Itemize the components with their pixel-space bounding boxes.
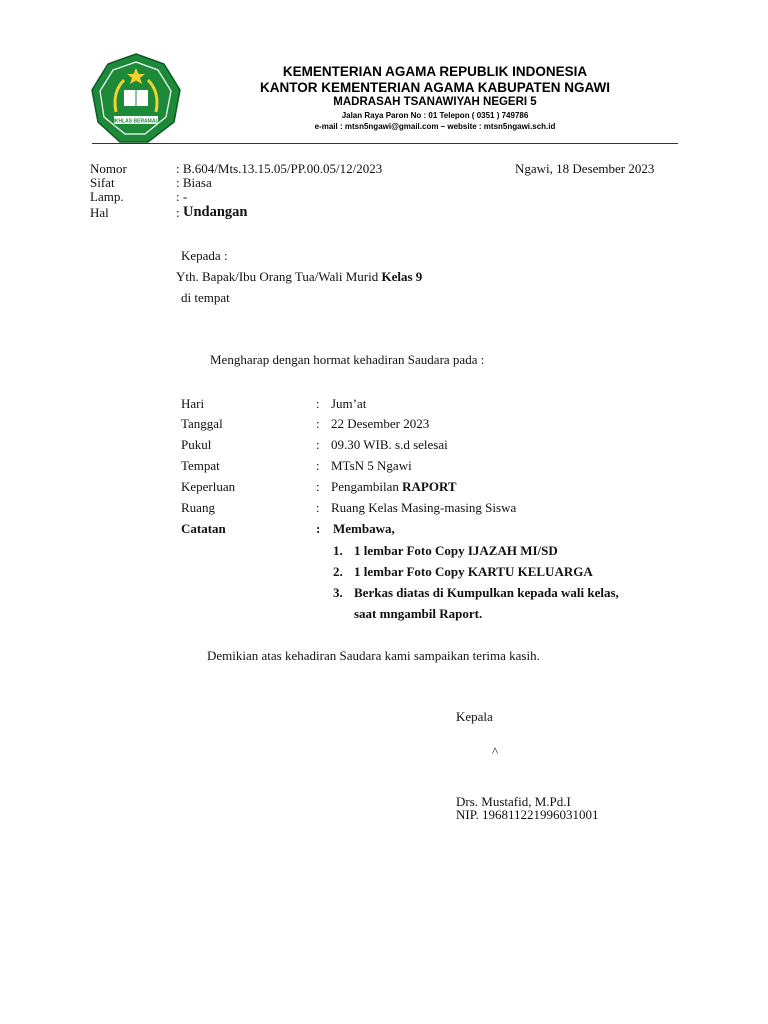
signatory-nip: NIP. 196811221996031001 — [456, 807, 599, 822]
item-number: 2. — [333, 564, 343, 579]
pukul-colon: : — [316, 437, 320, 452]
letterhead-ministry: KEMENTERIAN AGAMA REPUBLIK INDONESIA — [282, 64, 588, 79]
letterhead-office: KANTOR KEMENTERIAN AGAMA KABUPATEN NGAWI — [260, 80, 610, 95]
letterhead-contact: e-mail : mtsn5ngawi@gmail.com – website : mtsn5ngawi.sch.id — [314, 122, 556, 131]
closing-text: Demikian atas kehadiran Saudara kami sampaikan terima kasih. — [207, 648, 540, 663]
letter-date: Ngawi, 18 Desember 2023 — [515, 161, 655, 176]
keperluan-line — [331, 479, 457, 495]
recipient-yth: Yth. Bapak/Ibu Orang Tua/Wali Murid — [176, 269, 379, 284]
keperluan-bold: RAPORT — [402, 479, 457, 494]
list-item: 1 lembar Foto Copy IJAZAH MI/SD — [354, 543, 558, 558]
keperluan-value: Pengambilan — [331, 479, 399, 494]
letterhead-divider — [92, 143, 678, 144]
hari-colon: : — [316, 396, 320, 411]
nomor-value: : B.604/Mts.13.15.05/PP.00.05/12/2023 — [176, 161, 383, 176]
keperluan-label: Keperluan — [181, 479, 236, 494]
hal-label: Hal — [90, 205, 109, 220]
kepada-label: Kepada : — [181, 248, 228, 263]
hari-label: Hari — [181, 396, 205, 411]
item-number: 1. — [333, 543, 343, 558]
logo-motto: IKHLAS BERAMAL — [113, 118, 159, 125]
sifat-label: Sifat — [90, 175, 115, 190]
pukul-value: 09.30 WIB. s.d selesai — [331, 437, 448, 452]
catatan-value: Membawa, — [333, 521, 395, 536]
list-item: 1 lembar Foto Copy KARTU KELUARGA — [354, 564, 593, 579]
tanggal-label: Tanggal — [181, 416, 223, 431]
keperluan-colon: : — [316, 479, 320, 494]
tempat-value: MTsN 5 Ngawi — [331, 458, 412, 473]
ministry-logo — [90, 52, 182, 144]
catatan-colon: : — [316, 521, 321, 536]
signature-title: Kepala — [456, 709, 493, 724]
item-number: 3. — [333, 585, 343, 600]
tanggal-colon: : — [316, 416, 320, 431]
ruang-colon: : — [316, 500, 320, 515]
recipient-kelas: Kelas 9 — [381, 269, 423, 284]
letterhead-address: Jalan Raya Paron No : 01 Telepon ( 0351 ) 749786 — [341, 111, 529, 120]
hal-value: Undangan — [183, 204, 248, 220]
recipient-place: di tempat — [181, 290, 230, 305]
lamp-value: : - — [176, 189, 188, 204]
pukul-label: Pukul — [181, 437, 212, 452]
lamp-label: Lamp. — [90, 189, 124, 204]
hari-value: Jum’at — [331, 396, 367, 411]
hal-colon: : — [176, 205, 180, 220]
signatory-name: Drs. Mustafid, M.Pd.I — [456, 794, 571, 809]
tempat-colon: : — [316, 458, 320, 473]
opening-text: Mengharap dengan hormat kehadiran Saudara pada : — [210, 352, 485, 367]
tempat-label: Tempat — [181, 458, 220, 473]
signature-mark: ^ — [492, 744, 499, 759]
nomor-label: Nomor — [90, 161, 127, 176]
list-item-continuation: saat mngambil Raport. — [354, 606, 483, 621]
letterhead-school: MADRASAH TSANAWIYAH NEGERI 5 — [333, 96, 537, 108]
list-item: Berkas diatas di Kumpulkan kepada wali kelas, — [354, 585, 619, 600]
catatan-label: Catatan — [181, 521, 226, 536]
ruang-value: Ruang Kelas Masing-masing Siswa — [331, 500, 517, 515]
recipient-line — [176, 269, 422, 285]
tanggal-value: 22 Desember 2023 — [331, 416, 430, 431]
ruang-label: Ruang — [181, 500, 215, 515]
sifat-value: : Biasa — [176, 175, 212, 190]
